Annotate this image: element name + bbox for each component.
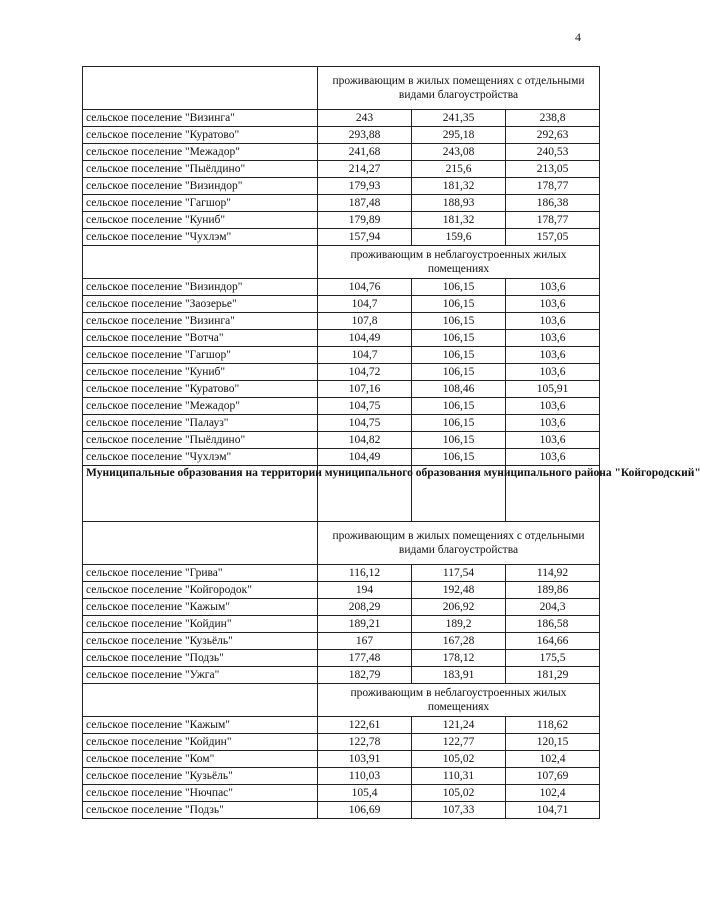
settlement-name-cell: сельское поселение "Куратово" [83,127,318,144]
settlement-name-cell: сельское поселение "Пыёлдино" [83,432,318,449]
table-row [83,296,600,313]
table-row [83,650,600,667]
value-cell-3: 103,6 [506,364,600,381]
settlement-name-cell: сельское поселение "Куратово" [83,381,318,398]
value-cell-2: 106,15 [412,330,506,347]
table-row [83,717,600,734]
table-row [83,110,600,127]
municipality-heading: Муниципальные образования на территории муниципального образования муниципального района "Койгородский" [83,466,318,522]
table-row [83,599,600,616]
municipality-heading-row [83,466,600,522]
value-cell-1: 104,75 [318,415,412,432]
value-cell-1: 187,48 [318,195,412,212]
value-cell-3: 102,4 [506,751,600,768]
table-row [83,633,600,650]
value-cell-1: 104,7 [318,296,412,313]
value-cell-3: 114,92 [506,565,600,582]
value-cell-3: 164,66 [506,633,600,650]
settlement-name-cell: сельское поселение "Куниб" [83,212,318,229]
settlement-name-cell: сельское поселение "Койдин" [83,734,318,751]
section-header-row [83,522,600,565]
value-cell-2: 108,46 [412,381,506,398]
settlement-name-cell: сельское поселение "Кажым" [83,717,318,734]
section-header-row [83,246,600,279]
value-cell-3: 103,6 [506,398,600,415]
value-cell-2: 183,91 [412,667,506,684]
table-row [83,178,600,195]
value-cell-1: 122,61 [318,717,412,734]
value-cell-2: 206,92 [412,599,506,616]
value-cell-1: 179,93 [318,178,412,195]
table-row [83,279,600,296]
value-cell-3: 103,6 [506,296,600,313]
value-cell-2: 106,15 [412,279,506,296]
value-cell-3: 103,6 [506,432,600,449]
value-cell-3: 120,15 [506,734,600,751]
value-cell-2: 105,02 [412,785,506,802]
settlement-name-cell: сельское поселение "Кузьёль" [83,633,318,650]
settlement-name-cell: сельское поселение "Визинга" [83,110,318,127]
value-cell-3: 178,77 [506,178,600,195]
value-cell-1: 182,79 [318,667,412,684]
value-cell-3: 240,53 [506,144,600,161]
value-cell-1: 241,68 [318,144,412,161]
section-header-row [83,67,600,110]
settlement-name-cell: сельское поселение "Гагшор" [83,195,318,212]
table-row [83,144,600,161]
value-cell-2: 178,12 [412,650,506,667]
value-cell-2: 189,2 [412,616,506,633]
value-cell-3: 157,05 [506,229,600,246]
value-cell-3: 186,58 [506,616,600,633]
value-cell-2: 121,24 [412,717,506,734]
value-cell-1: 103,91 [318,751,412,768]
value-cell-1: 106,69 [318,802,412,819]
table-row [83,432,600,449]
table-row [83,785,600,802]
table-row [83,582,600,599]
table-row [83,734,600,751]
value-cell-1: 104,49 [318,449,412,466]
table-row [83,212,600,229]
value-cell-3: 103,6 [506,347,600,364]
settlement-name-cell: сельское поселение "Чухлэм" [83,229,318,246]
table-row [83,381,600,398]
settlement-name-cell: сельское поселение "Подзь" [83,802,318,819]
settlement-name-cell: сельское поселение "Кузьёль" [83,768,318,785]
value-cell-2: 105,02 [412,751,506,768]
section-header-blank-cell [83,246,318,279]
table-row [83,751,600,768]
table-row [83,229,600,246]
section-header-label: проживающим в жилых помещениях с отдельными видами благоустройства [318,67,600,110]
table-row [83,802,600,819]
value-cell-3: 103,6 [506,330,600,347]
settlement-name-cell: сельское поселение "Кажым" [83,599,318,616]
settlement-name-cell: сельское поселение "Ком" [83,751,318,768]
value-cell-2: 106,15 [412,296,506,313]
value-cell-2: 192,48 [412,582,506,599]
value-cell-2: 167,28 [412,633,506,650]
value-cell-3: 102,4 [506,785,600,802]
table-row [83,449,600,466]
value-cell-1: 104,72 [318,364,412,381]
table-row [83,127,600,144]
section-header-blank-cell [83,522,318,565]
value-cell-1: 208,29 [318,599,412,616]
value-cell-2: 107,33 [412,802,506,819]
settlement-name-cell: сельское поселение "Пыёлдино" [83,161,318,178]
settlement-name-cell: сельское поселение "Вотча" [83,330,318,347]
value-cell-1: 179,89 [318,212,412,229]
value-cell-3: 204,3 [506,599,600,616]
value-cell-2: 110,31 [412,768,506,785]
settlement-name-cell: сельское поселение "Визинга" [83,313,318,330]
settlement-name-cell: сельское поселение "Чухлэм" [83,449,318,466]
value-cell-3: 118,62 [506,717,600,734]
settlement-name-cell: сельское поселение "Куниб" [83,364,318,381]
settlement-name-cell: сельское поселение "Койгородок" [83,582,318,599]
value-cell-2: 188,93 [412,195,506,212]
value-cell-3: 104,71 [506,802,600,819]
value-cell-1: 104,7 [318,347,412,364]
section-header-label: проживающим в неблагоустроенных жилых помещениях [318,246,600,279]
value-cell-2: 215,6 [412,161,506,178]
value-cell-1: 293,88 [318,127,412,144]
value-cell-3: 213,05 [506,161,600,178]
value-cell-1: 243 [318,110,412,127]
table-row [83,667,600,684]
value-cell-3: 181,29 [506,667,600,684]
value-cell-1: 107,16 [318,381,412,398]
value-cell-1: 194 [318,582,412,599]
settlement-name-cell: сельское поселение "Нючпас" [83,785,318,802]
section-header-label: проживающим в неблагоустроенных жилых помещениях [318,684,600,717]
value-cell-3: 107,69 [506,768,600,785]
value-cell-1: 189,21 [318,616,412,633]
settlement-name-cell: сельское поселение "Межадор" [83,398,318,415]
value-cell-1: 104,82 [318,432,412,449]
value-cell-3: 103,6 [506,279,600,296]
table-row [83,364,600,381]
value-cell-1: 105,4 [318,785,412,802]
table-row [83,768,600,785]
settlement-name-cell: сельское поселение "Заозерье" [83,296,318,313]
table-row [83,616,600,633]
settlement-name-cell: сельское поселение "Межадор" [83,144,318,161]
value-cell-2: 243,08 [412,144,506,161]
table-row [83,330,600,347]
value-cell-1: 214,27 [318,161,412,178]
value-cell-2: 181,32 [412,212,506,229]
table-row [83,161,600,178]
value-cell-1: 116,12 [318,565,412,582]
section-header-blank-cell [83,684,318,717]
tariff-table [82,66,701,819]
value-cell-2: 106,15 [412,449,506,466]
settlement-name-cell: сельское поселение "Подзь" [83,650,318,667]
table-row [83,565,600,582]
table-row [83,347,600,364]
value-cell-3: 189,86 [506,582,600,599]
value-cell-3: 292,63 [506,127,600,144]
settlement-name-cell: сельское поселение "Грива" [83,565,318,582]
settlement-name-cell: сельское поселение "Визиндор" [83,279,318,296]
value-cell-1: 167 [318,633,412,650]
value-cell-1: 104,49 [318,330,412,347]
value-cell-3: 186,38 [506,195,600,212]
settlement-name-cell: сельское поселение "Визиндор" [83,178,318,195]
table-body [83,67,701,819]
value-cell-2: 106,15 [412,347,506,364]
page-number: 4 [575,30,581,44]
value-cell-3: 175,5 [506,650,600,667]
value-cell-2: 181,32 [412,178,506,195]
section-header-blank-cell [83,67,318,110]
value-cell-3: 103,6 [506,415,600,432]
table-row [83,195,600,212]
value-cell-3: 105,91 [506,381,600,398]
table-row [83,313,600,330]
value-cell-1: 177,48 [318,650,412,667]
table-row [83,415,600,432]
value-cell-1: 122,78 [318,734,412,751]
settlement-name-cell: сельское поселение "Гагшор" [83,347,318,364]
value-cell-3: 238,8 [506,110,600,127]
section-header-label: проживающим в жилых помещениях с отдельными видами благоустройства [318,522,600,565]
value-cell-2: 106,15 [412,398,506,415]
value-cell-3: 178,77 [506,212,600,229]
settlement-name-cell: сельское поселение "Палауз" [83,415,318,432]
value-cell-2: 241,35 [412,110,506,127]
value-cell-2: 295,18 [412,127,506,144]
value-cell-2: 106,15 [412,432,506,449]
table-row [83,398,600,415]
value-cell-2: 106,15 [412,415,506,432]
value-cell-2: 159,6 [412,229,506,246]
value-cell-3: 103,6 [506,313,600,330]
settlement-name-cell: сельское поселение "Ужга" [83,667,318,684]
value-cell-1: 104,76 [318,279,412,296]
value-cell-1: 104,75 [318,398,412,415]
value-cell-1: 157,94 [318,229,412,246]
value-cell-3: 103,6 [506,449,600,466]
section-header-row [83,684,600,717]
value-cell-2: 117,54 [412,565,506,582]
value-cell-1: 107,8 [318,313,412,330]
value-cell-2: 106,15 [412,364,506,381]
settlement-name-cell: сельское поселение "Койдин" [83,616,318,633]
value-cell-1: 110,03 [318,768,412,785]
value-cell-2: 106,15 [412,313,506,330]
value-cell-2: 122,77 [412,734,506,751]
